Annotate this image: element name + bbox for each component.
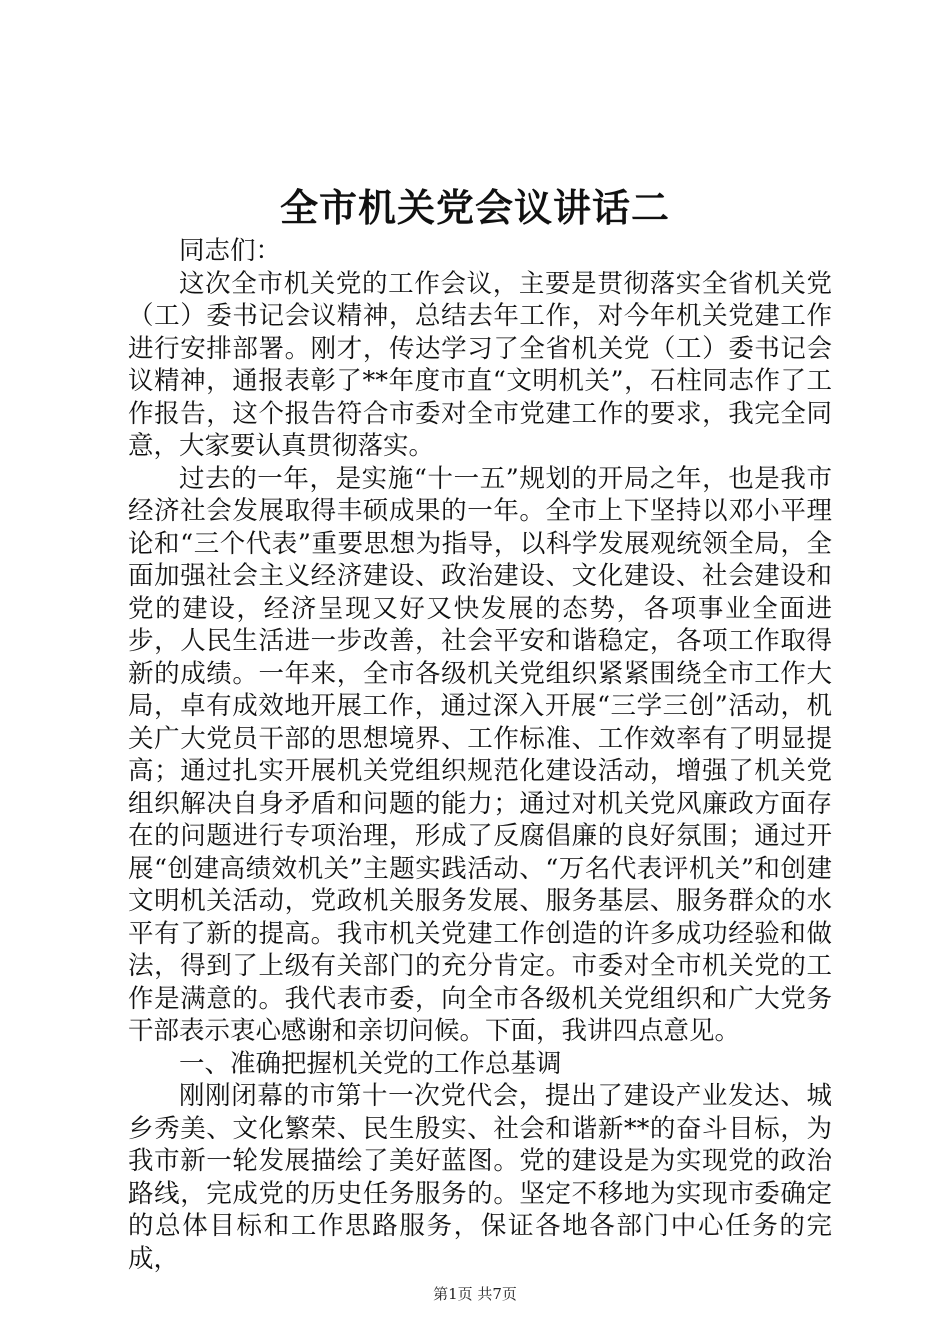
paragraph: 这次全市机关党的工作会议，主要是贯彻落实全省机关党（工）委书记会议精神，总结去年工作，对今年机关党建工作进行安排部署。刚才，传达学习了全省机关党（工）委书记会议精神，通报表彰了**年度市直“文明机关”，石柱同志作了工作报告，这个报告符合市委对全市党建工作的要求，我完全同意，大家要认真贯彻落实。: [128, 268, 832, 461]
document-body: [128, 235, 832, 1275]
page-footer: 第1页 共7页: [433, 1285, 517, 1303]
document-title: 全市机关党会议讲话二: [279, 185, 670, 230]
paragraph: 刚刚闭幕的市第十一次党代会，提出了建设产业发达、城乡秀美、文化繁荣、民生殷实、社会和谐新**的奋斗目标，为我市新一轮发展描绘了美好蓝图。党的建设是为实现党的政治路线，完成党的历史任务服务的。坚定不移地为实现市委确定的总体目标和工作思路服务，保证各地各部门中心任务的完成，: [128, 1081, 832, 1274]
section-heading: 一、准确把握机关党的工作总基调: [179, 1048, 562, 1079]
paragraph-greeting: 同志们：: [179, 236, 282, 266]
paragraph: 过去的一年，是实施“十一五”规划的开局之年，也是我市经济社会发展取得丰硕成果的一年。全市上下坚持以邓小平理论和“三个代表”重要思想为指导，以科学发展观统领全局，全面加强社会主义经济建设、政治建设、文化建设、社会建设和党的建设，经济呈现又好又快发展的态势，各项事业全面进步，人民生活进一步改善，社会平安和谐稳定，各项工作取得新的成绩。一年来，全市各级机关党组织紧紧围绕全市工作大局，卓有成效地开展工作，通过深入开展“三学三创”活动，机关广大党员干部的思想境界、工作标准、工作效率有了明显提高；通过扎实开展机关党组织规范化建设活动，增强了机关党组织解决自身矛盾和问题的能力；通过对机关党风廉政方面存在的问题进行专项治理，形成了反腐倡廉的良好氛围；通过开展“创建高绩效机关”主题实践活动、“万名代表评机关”和创建文明机关活动，党政机关服务发展、服务基层、服务群众的水平有了新的提高。我市机关党建工作创造的许多成功经验和做法，得到了上级有关部门的充分肯定。市委对全市机关党的工作是满意的。我代表市委，向全市各级机关党组织和广大党务干部表示衷心感谢和亲切问候。下面，我讲四点意见。: [128, 463, 832, 1046]
